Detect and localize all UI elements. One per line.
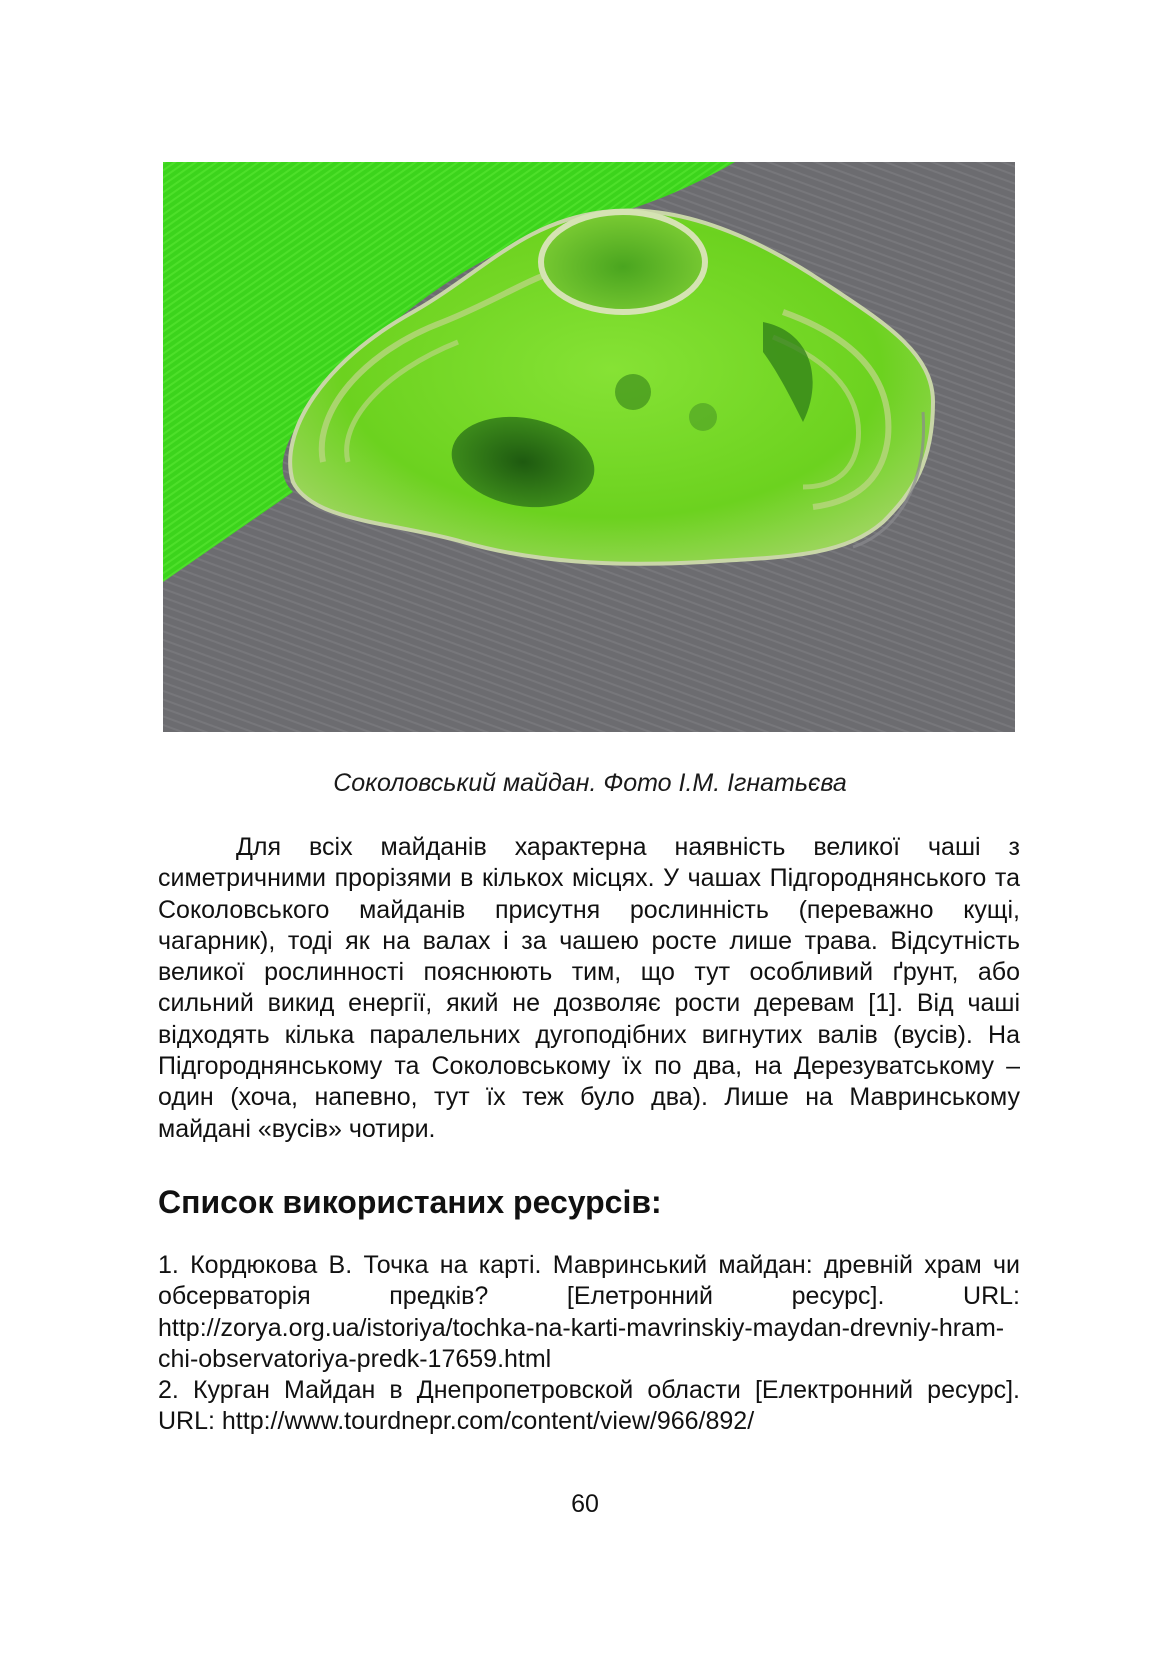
reference-1-url[interactable]: http://zorya.org.ua/istoriya/tochka-na-karti-mavrinskiy-maydan-drevniy-hram-chi-observatoriya-predk-17659.html (158, 1313, 1005, 1373)
references-title: Список використаних ресурсів: (158, 1184, 662, 1220)
aerial-photo (163, 162, 1015, 732)
reference-2-url[interactable]: http://www.tourdnepr.com/content/view/966/892/ (221, 1407, 755, 1436)
reference-item-2 (158, 1375, 1020, 1438)
references-list (158, 1250, 1020, 1438)
reference-2-text: 2. Курган Майдан в Днепропетровской области [Електронний ресурс]. URL: (158, 1376, 1020, 1436)
figure-caption: Соколовський майдан. Фото І.М. Ігнатьєва (333, 769, 847, 797)
body-paragraph: Для всіх майданів характерна наявність великої чаші з симетричними прорізями в кількох місцях. У чашах Підгороднянського та Соколовського майданів присутня рослинність (переважно кущі, чагарник), тоді як на валах і за чашею росте лише трава. Відсутність великої рослинності пояснюють тим, що тут особливий ґрунт, або сильний викид енергії, який не дозволяє рости деревам [1]. Від чаші відходять кілька паралельних дугоподібних вигнутих валів (вусів). На Підгороднянському та Соколовському їх по два, на Дерезуватському – один (хоча, напевно, тут їх теж було два). Лише на Мавринському майдані «вусів» чотири. (158, 833, 1020, 1143)
reference-item-1 (158, 1250, 1020, 1375)
page-number: 60 (571, 1490, 599, 1518)
aerial-photo-graphic (163, 162, 1015, 732)
reference-1-text: 1. Кордюкова В. Точка на карті. Мавринський майдан: древній храм чи обсерваторія предків? [Елетронний ресурс]. URL: (158, 1251, 1020, 1311)
